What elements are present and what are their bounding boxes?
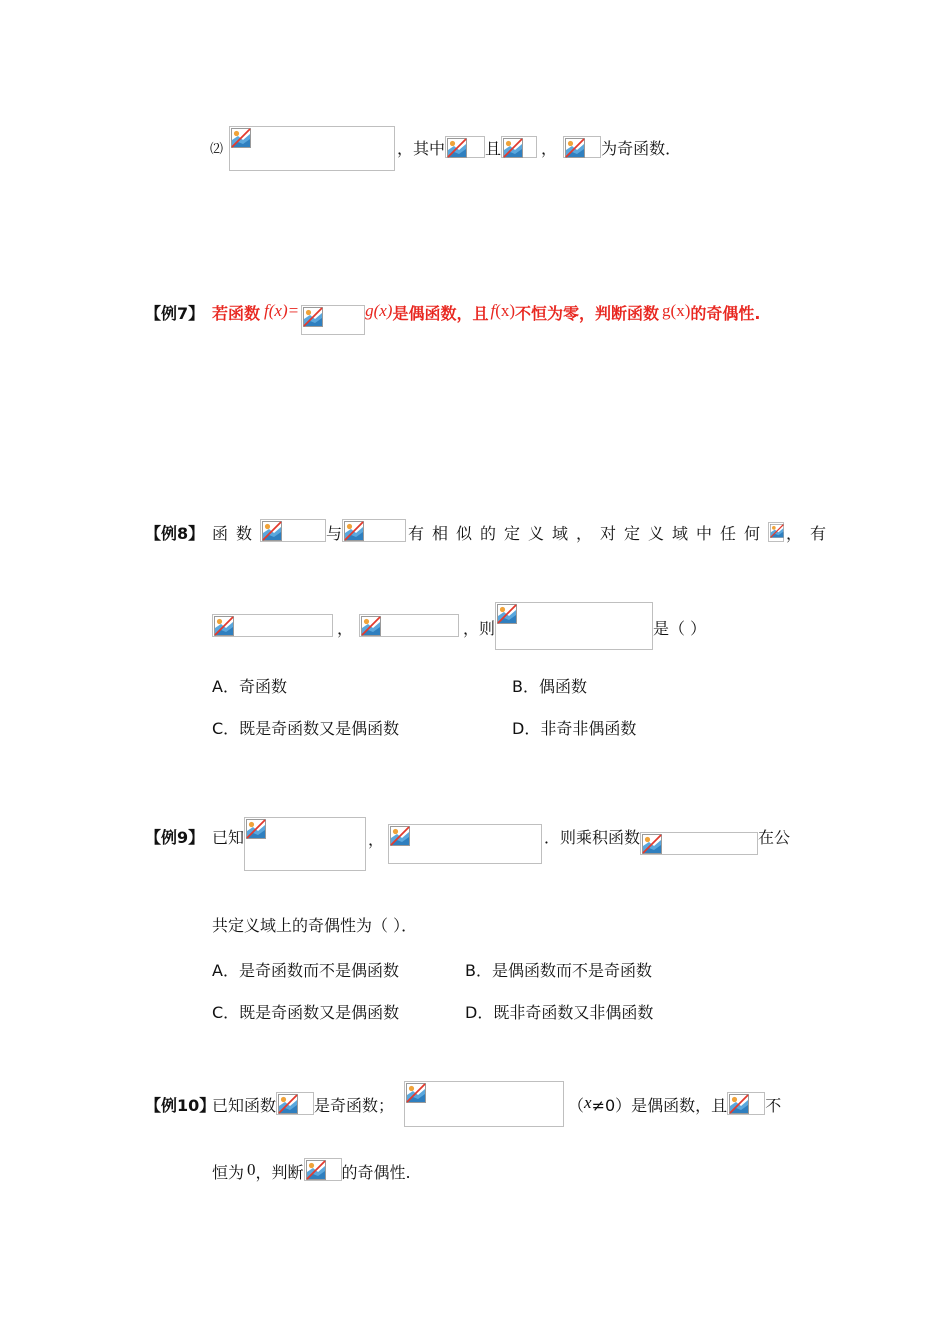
option [212,958,399,981]
formula-image [445,136,485,158]
broken-image-icon [406,1083,426,1103]
text: ．则乘积函数 [544,828,641,847]
formula-image [260,519,326,542]
formula-image [229,126,395,171]
text: 不恒为零，判断函数 [515,304,660,323]
condition-line [210,126,681,171]
text: 若函数 [212,304,261,323]
broken-image-icon [231,128,251,148]
text: 与 [326,524,343,543]
text: ， [541,139,558,158]
example-tag: 【例7】 [145,304,205,323]
broken-image-icon [497,604,517,624]
math-text: f(x)= [264,301,300,320]
text: 为奇函数． [601,139,682,158]
broken-image-icon [361,616,381,636]
math-text: 0 [247,1160,256,1179]
option [465,958,652,981]
math-text: x [584,1093,592,1112]
broken-image-icon [390,826,410,846]
formula-image [388,824,542,864]
option-b: B．是偶函数而不是奇函数 [465,961,652,980]
option-d: D．既非奇函数又非偶函数 [465,1003,654,1022]
broken-image-icon [770,524,784,538]
text: ， [337,619,354,638]
option [512,716,636,739]
text: 的奇偶性. [690,304,761,323]
formula-image [359,614,459,637]
broken-image-icon [262,521,282,541]
example-9 [145,817,790,871]
formula-image [501,136,537,158]
option-a: A．是奇函数而不是偶函数 [212,961,399,980]
text: 共定义域上的奇偶性为（ ）． [212,916,418,935]
example-8 [145,519,834,544]
option-c: C．既是奇函数又是偶函数 [212,1003,400,1022]
broken-image-icon [246,819,266,839]
option-b: B．偶函数 [512,677,587,696]
option-d: D．非奇非偶函数 [512,719,637,738]
example-10-line-2 [212,1158,411,1183]
text: ，则 [463,619,496,638]
formula-image [212,614,333,637]
example-tag: 【例8】 [145,524,205,543]
formula-image [640,832,758,855]
formula-image [563,136,601,158]
text: 有相似的定义域，对定义域中任何 [408,524,769,543]
text: 恒为 [212,1163,245,1182]
broken-image-icon [729,1094,749,1114]
example-tag: 【例9】 [145,828,205,847]
broken-image-icon [278,1094,298,1114]
option [212,716,399,739]
text: 在公 [758,828,791,847]
text: 函数 [212,524,261,543]
broken-image-icon [565,138,585,158]
text: 是偶函数，且 [392,304,489,323]
option [212,674,287,697]
broken-image-icon [642,834,662,854]
text: 的奇偶性. [341,1163,411,1182]
text: ， [368,830,385,849]
formula-image [276,1092,314,1115]
formula-image [495,602,653,650]
text: 已知函数 [212,1096,277,1115]
text: 不 [765,1096,782,1115]
option-a: A．奇函数 [212,677,287,696]
option-c: C．既是奇函数又是偶函数 [212,719,400,738]
text: 且 [485,139,502,158]
example-7 [145,301,760,335]
formula-image [768,522,784,542]
broken-image-icon [447,138,467,158]
text: 已知 [212,828,245,847]
formula-image [244,817,366,871]
example-9-line-2 [212,913,417,936]
text: ，有 [786,524,835,543]
text: ，其中 [397,139,446,158]
formula-image [404,1081,564,1127]
text: ，判断 [255,1163,304,1182]
math-text: (x) [495,301,516,320]
example-8-line-2 [212,602,706,650]
formula-image [342,519,406,542]
option [212,1000,399,1023]
math-text: f [490,301,496,320]
broken-image-icon [344,521,364,541]
formula-image [301,305,365,335]
math-text: g(x) [365,301,393,320]
text: 是（ ） [653,619,707,638]
broken-image-icon [303,307,323,327]
example-10 [145,1081,781,1127]
text: （ [568,1096,585,1115]
broken-image-icon [214,616,234,636]
example-tag: 【例10】 [145,1096,216,1115]
broken-image-icon [503,138,523,158]
option [512,674,587,697]
text: ≠0）是偶函数，且 [591,1096,728,1115]
formula-image [304,1158,342,1181]
math-text: g(x) [662,301,691,320]
option [465,1000,653,1023]
item-number: ⑵ [210,141,224,156]
formula-image [727,1092,765,1115]
text: 是奇函数； [314,1096,395,1115]
broken-image-icon [306,1160,326,1180]
